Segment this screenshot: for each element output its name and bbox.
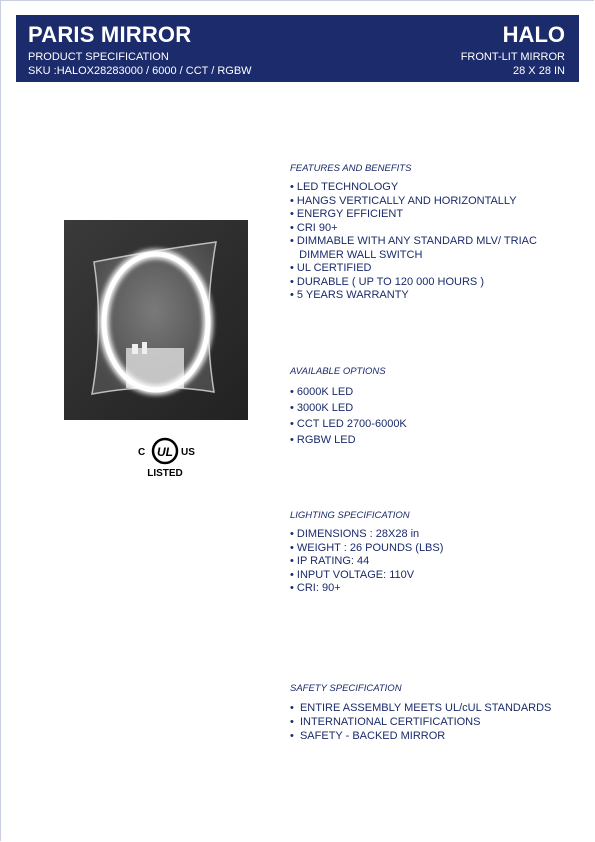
mirror-type: FRONT-LIT MIRROR bbox=[460, 51, 565, 63]
listed-mark: LISTED bbox=[147, 468, 183, 479]
document-type: PRODUCT SPECIFICATION bbox=[28, 51, 169, 63]
list-item: • CRI 90+ bbox=[290, 221, 338, 234]
lighting-section bbox=[290, 510, 443, 596]
list-item: • 5 YEARS WARRANTY bbox=[290, 289, 409, 301]
list-item: • CRI: 90+ bbox=[290, 582, 341, 594]
list-item: • INPUT VOLTAGE: 110V bbox=[290, 568, 415, 581]
list-item: • 6000K LED bbox=[290, 386, 354, 398]
list-item: • CCT LED 2700-6000K bbox=[290, 418, 407, 430]
options-list bbox=[290, 384, 407, 448]
list-item: DIMMER WALL SWITCH bbox=[290, 248, 423, 261]
list-item: • SAFETY - BACKED MIRROR bbox=[290, 730, 446, 742]
list-item: • WEIGHT : 26 POUNDS (LBS) bbox=[290, 541, 444, 554]
list-item: • UL CERTIFIED bbox=[290, 262, 372, 274]
list-item: • DIMENSIONS : 28X28 in bbox=[290, 528, 420, 540]
features-title: FEATURES AND BENEFITS bbox=[290, 163, 412, 174]
lighting-title: LIGHTING SPECIFICATION bbox=[290, 510, 410, 521]
options-section bbox=[290, 366, 407, 448]
mirror-size: 28 X 28 IN bbox=[513, 65, 565, 77]
lighting-list bbox=[290, 528, 443, 596]
header-banner bbox=[16, 15, 579, 82]
sku-line: SKU :HALOX28283000 / 6000 / CCT / RGBW bbox=[28, 65, 252, 77]
ul-listed-logo bbox=[130, 430, 200, 480]
safety-section bbox=[290, 683, 551, 743]
list-item: • IP RATING: 44 bbox=[290, 555, 370, 567]
product-photo bbox=[64, 220, 248, 420]
safety-title: SAFETY SPECIFICATION bbox=[290, 683, 402, 694]
product-name: PARIS MIRROR bbox=[28, 22, 192, 47]
list-item: • HANGS VERTICALLY AND HORIZONTALLY bbox=[290, 194, 517, 207]
list-item: • INTERNATIONAL CERTIFICATIONS bbox=[290, 716, 481, 728]
safety-list bbox=[290, 701, 551, 743]
brand-name: HALO bbox=[502, 22, 565, 47]
c-mark: C bbox=[138, 447, 146, 458]
features-section bbox=[290, 163, 537, 303]
list-item: • DIMMABLE WITH ANY STANDARD MLV/ TRIAC bbox=[290, 235, 537, 247]
list-item: • ENERGY EFFICIENT bbox=[290, 208, 404, 220]
features-list bbox=[290, 181, 537, 303]
ul-mark: UL bbox=[157, 445, 173, 459]
list-item: • LED TECHNOLOGY bbox=[290, 181, 399, 193]
list-item: • 3000K LED bbox=[290, 402, 354, 414]
list-item: • DURABLE ( UP TO 120 000 HOURS ) bbox=[290, 275, 484, 288]
options-title: AVAILABLE OPTIONS bbox=[290, 366, 386, 377]
us-mark: US bbox=[181, 447, 195, 458]
list-item: • ENTIRE ASSEMBLY MEETS UL/cUL STANDARDS bbox=[290, 702, 552, 714]
list-item: • RGBW LED bbox=[290, 434, 356, 446]
